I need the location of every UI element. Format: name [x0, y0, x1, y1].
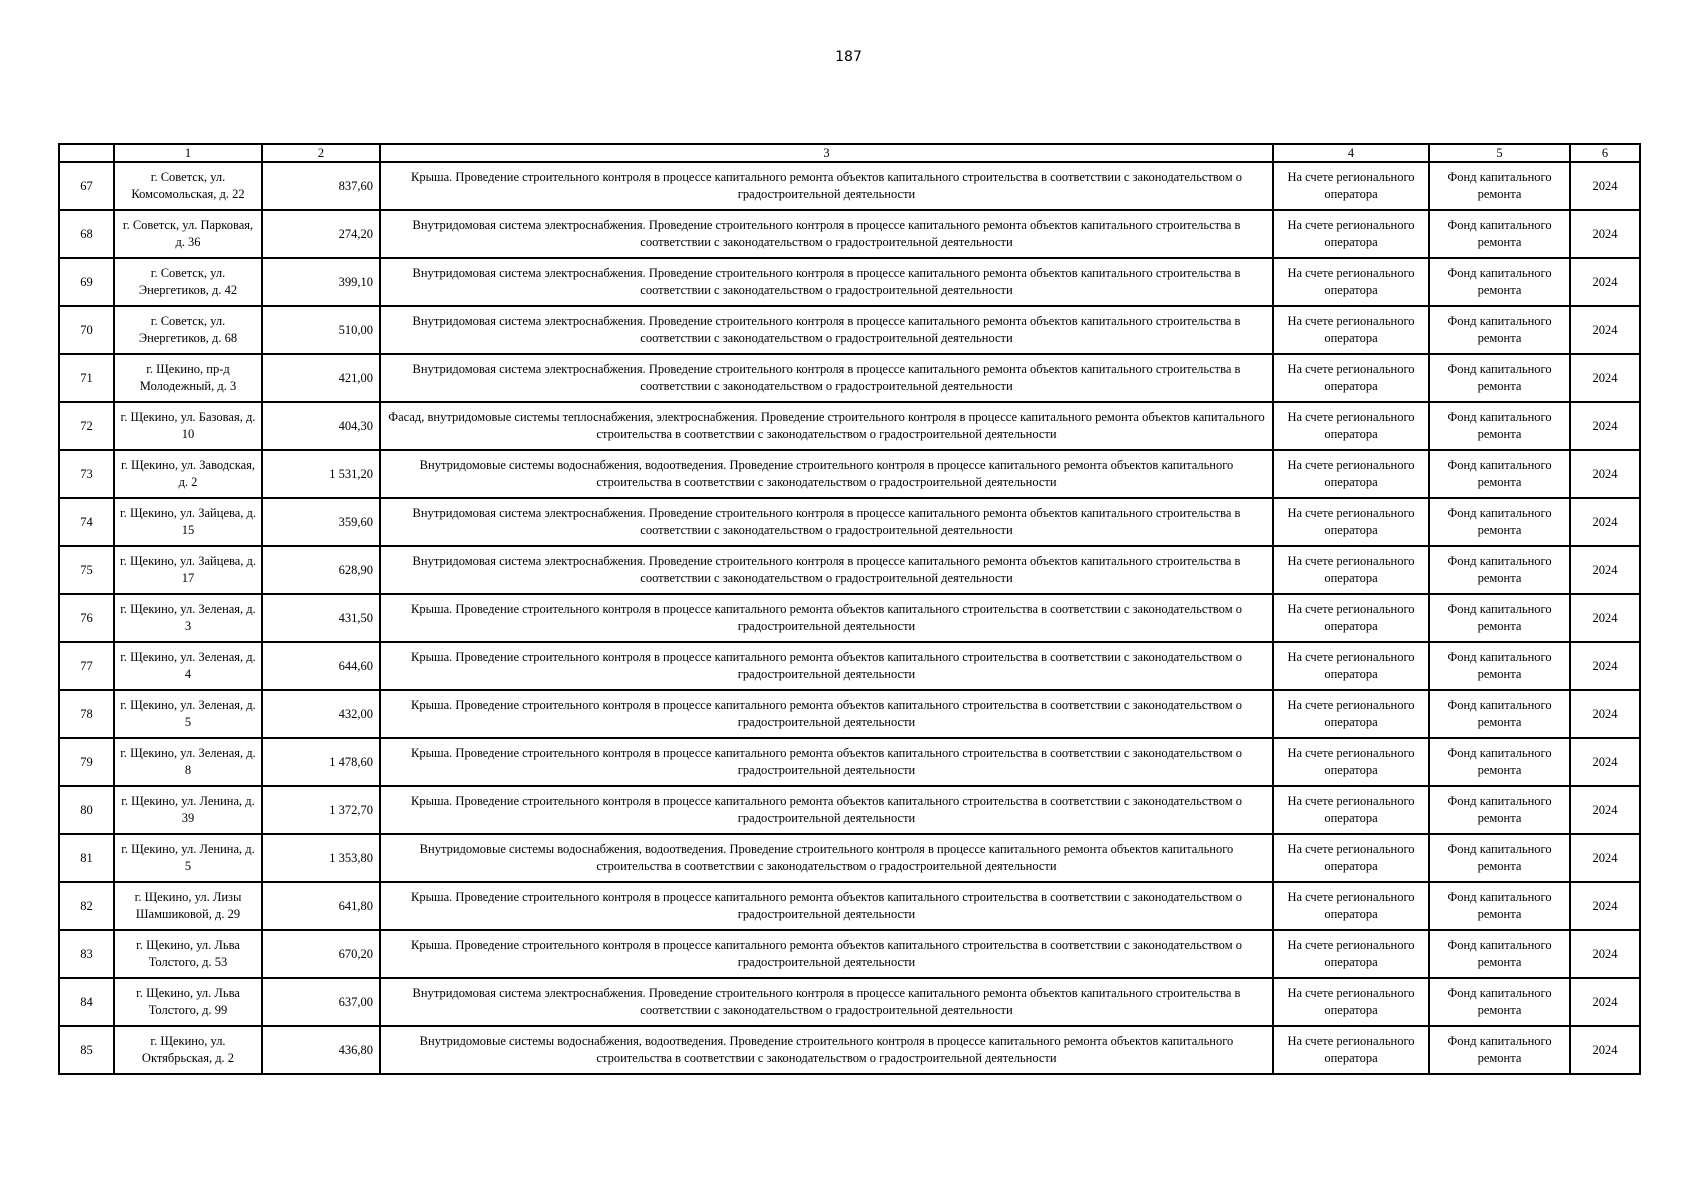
- funding-source-cell: Фонд капитального ремонта: [1429, 594, 1570, 642]
- table-row: [59, 738, 1640, 786]
- address-cell: г. Щекино, ул. Лизы Шамшиковой, д. 29: [114, 882, 262, 930]
- year-cell: 2024: [1570, 594, 1640, 642]
- work-description-cell: Крыша. Проведение строительного контроля в процессе капитального ремонта объектов капитального строительства в соответствии с законодательством о градостроительной деятельности: [380, 642, 1273, 690]
- row-number: 69: [59, 258, 114, 306]
- table-row: [59, 354, 1640, 402]
- year-cell: 2024: [1570, 1026, 1640, 1074]
- table-row: [59, 594, 1640, 642]
- column-header: 6: [1570, 144, 1640, 162]
- column-header: 2: [262, 144, 380, 162]
- work-description-cell: Внутридомовые системы водоснабжения, водоотведения. Проведение строительного контроля в процессе капитального ремонта объектов капитального строительства в соответствии с законодательством о градостроительной деятельности: [380, 834, 1273, 882]
- funding-source-cell: Фонд капитального ремонта: [1429, 834, 1570, 882]
- account-type-cell: На счете регионального оператора: [1273, 642, 1429, 690]
- account-type-cell: На счете регионального оператора: [1273, 306, 1429, 354]
- year-cell: 2024: [1570, 450, 1640, 498]
- table-row: [59, 162, 1640, 210]
- work-description-cell: Внутридомовая система электроснабжения. Проведение строительного контроля в процессе капитального ремонта объектов капитального строительства в соответствии с законодательством о градостроительной деятельности: [380, 258, 1273, 306]
- table-row: [59, 546, 1640, 594]
- account-type-cell: На счете регионального оператора: [1273, 930, 1429, 978]
- amount-cell: 274,20: [262, 210, 380, 258]
- work-description-cell: Внутридомовые системы водоснабжения, водоотведения. Проведение строительного контроля в процессе капитального ремонта объектов капитального строительства в соответствии с законодательством о градостроительной деятельности: [380, 450, 1273, 498]
- table-row: [59, 834, 1640, 882]
- row-number: 83: [59, 930, 114, 978]
- table-row: [59, 642, 1640, 690]
- address-cell: г. Щекино, пр-д Молодежный, д. 3: [114, 354, 262, 402]
- page-number: 187: [835, 49, 862, 65]
- row-number: 70: [59, 306, 114, 354]
- year-cell: 2024: [1570, 882, 1640, 930]
- amount-cell: 641,80: [262, 882, 380, 930]
- year-cell: 2024: [1570, 354, 1640, 402]
- address-cell: г. Щекино, ул. Зеленая, д. 4: [114, 642, 262, 690]
- table-row: [59, 690, 1640, 738]
- address-cell: г. Советск, ул. Энергетиков, д. 68: [114, 306, 262, 354]
- row-number: 78: [59, 690, 114, 738]
- row-number: 76: [59, 594, 114, 642]
- work-description-cell: Крыша. Проведение строительного контроля в процессе капитального ремонта объектов капитального строительства в соответствии с законодательством о градостроительной деятельности: [380, 690, 1273, 738]
- funding-source-cell: Фонд капитального ремонта: [1429, 882, 1570, 930]
- column-header: 1: [114, 144, 262, 162]
- work-description-cell: Крыша. Проведение строительного контроля в процессе капитального ремонта объектов капитального строительства в соответствии с законодательством о градостроительной деятельности: [380, 930, 1273, 978]
- account-type-cell: На счете регионального оператора: [1273, 1026, 1429, 1074]
- year-cell: 2024: [1570, 690, 1640, 738]
- column-header: 3: [380, 144, 1273, 162]
- funding-source-cell: Фонд капитального ремонта: [1429, 210, 1570, 258]
- account-type-cell: На счете регионального оператора: [1273, 978, 1429, 1026]
- funding-source-cell: Фонд капитального ремонта: [1429, 738, 1570, 786]
- address-cell: г. Советск, ул. Комсомольская, д. 22: [114, 162, 262, 210]
- account-type-cell: На счете регионального оператора: [1273, 402, 1429, 450]
- work-description-cell: Внутридомовая система электроснабжения. Проведение строительного контроля в процессе капитального ремонта объектов капитального строительства в соответствии с законодательством о градостроительной деятельности: [380, 546, 1273, 594]
- address-cell: г. Советск, ул. Энергетиков, д. 42: [114, 258, 262, 306]
- account-type-cell: На счете регионального оператора: [1273, 786, 1429, 834]
- column-header: 4: [1273, 144, 1429, 162]
- row-number: 74: [59, 498, 114, 546]
- row-number: 67: [59, 162, 114, 210]
- year-cell: 2024: [1570, 930, 1640, 978]
- account-type-cell: На счете регионального оператора: [1273, 690, 1429, 738]
- year-cell: 2024: [1570, 162, 1640, 210]
- funding-source-cell: Фонд капитального ремонта: [1429, 450, 1570, 498]
- row-number: 73: [59, 450, 114, 498]
- work-description-cell: Крыша. Проведение строительного контроля в процессе капитального ремонта объектов капитального строительства в соответствии с законодательством о градостроительной деятельности: [380, 738, 1273, 786]
- funding-source-cell: Фонд капитального ремонта: [1429, 546, 1570, 594]
- row-number: 77: [59, 642, 114, 690]
- table-row: [59, 1026, 1640, 1074]
- year-cell: 2024: [1570, 306, 1640, 354]
- row-number: 79: [59, 738, 114, 786]
- table-row: [59, 450, 1640, 498]
- account-type-cell: На счете регионального оператора: [1273, 162, 1429, 210]
- row-number: 81: [59, 834, 114, 882]
- year-cell: 2024: [1570, 786, 1640, 834]
- address-cell: г. Щекино, ул. Зеленая, д. 3: [114, 594, 262, 642]
- work-description-cell: Внутридомовая система электроснабжения. Проведение строительного контроля в процессе капитального ремонта объектов капитального строительства в соответствии с законодательством о градостроительной деятельности: [380, 210, 1273, 258]
- table-row: [59, 930, 1640, 978]
- amount-cell: 670,20: [262, 930, 380, 978]
- work-description-cell: Крыша. Проведение строительного контроля в процессе капитального ремонта объектов капитального строительства в соответствии с законодательством о градостроительной деятельности: [380, 594, 1273, 642]
- amount-cell: 436,80: [262, 1026, 380, 1074]
- address-cell: г. Щекино, ул. Заводская, д. 2: [114, 450, 262, 498]
- work-description-cell: Крыша. Проведение строительного контроля в процессе капитального ремонта объектов капитального строительства в соответствии с законодательством о градостроительной деятельности: [380, 162, 1273, 210]
- address-cell: г. Щекино, ул. Ленина, д. 39: [114, 786, 262, 834]
- table-row: [59, 498, 1640, 546]
- row-number: 75: [59, 546, 114, 594]
- amount-cell: 837,60: [262, 162, 380, 210]
- year-cell: 2024: [1570, 210, 1640, 258]
- funding-source-cell: Фонд капитального ремонта: [1429, 402, 1570, 450]
- table-body: [59, 144, 1640, 1074]
- column-number-header-row: [59, 144, 1640, 162]
- account-type-cell: На счете регионального оператора: [1273, 450, 1429, 498]
- funding-source-cell: Фонд капитального ремонта: [1429, 978, 1570, 1026]
- amount-cell: 1 372,70: [262, 786, 380, 834]
- row-number: 80: [59, 786, 114, 834]
- year-cell: 2024: [1570, 498, 1640, 546]
- amount-cell: 1 353,80: [262, 834, 380, 882]
- funding-source-cell: Фонд капитального ремонта: [1429, 306, 1570, 354]
- amount-cell: 510,00: [262, 306, 380, 354]
- funding-source-cell: Фонд капитального ремонта: [1429, 162, 1570, 210]
- work-description-cell: Внутридомовые системы водоснабжения, водоотведения. Проведение строительного контроля в процессе капитального ремонта объектов капитального строительства в соответствии с законодательством о градостроительной деятельности: [380, 1026, 1273, 1074]
- amount-cell: 421,00: [262, 354, 380, 402]
- funding-source-cell: Фонд капитального ремонта: [1429, 930, 1570, 978]
- account-type-cell: На счете регионального оператора: [1273, 498, 1429, 546]
- address-cell: г. Щекино, ул. Зеленая, д. 8: [114, 738, 262, 786]
- amount-cell: 404,30: [262, 402, 380, 450]
- amount-cell: 644,60: [262, 642, 380, 690]
- amount-cell: 1 478,60: [262, 738, 380, 786]
- address-cell: г. Советск, ул. Парковая, д. 36: [114, 210, 262, 258]
- work-description-cell: Крыша. Проведение строительного контроля в процессе капитального ремонта объектов капитального строительства в соответствии с законодательством о градостроительной деятельности: [380, 882, 1273, 930]
- year-cell: 2024: [1570, 642, 1640, 690]
- funding-source-cell: Фонд капитального ремонта: [1429, 354, 1570, 402]
- funding-source-cell: Фонд капитального ремонта: [1429, 258, 1570, 306]
- amount-cell: 432,00: [262, 690, 380, 738]
- year-cell: 2024: [1570, 258, 1640, 306]
- account-type-cell: На счете регионального оператора: [1273, 882, 1429, 930]
- row-number: 72: [59, 402, 114, 450]
- amount-cell: 359,60: [262, 498, 380, 546]
- year-cell: 2024: [1570, 546, 1640, 594]
- account-type-cell: На счете регионального оператора: [1273, 738, 1429, 786]
- year-cell: 2024: [1570, 738, 1640, 786]
- row-number: 85: [59, 1026, 114, 1074]
- amount-cell: 431,50: [262, 594, 380, 642]
- table-row: [59, 882, 1640, 930]
- address-cell: г. Щекино, ул. Льва Толстого, д. 99: [114, 978, 262, 1026]
- funding-source-cell: Фонд капитального ремонта: [1429, 786, 1570, 834]
- column-header: [59, 144, 114, 162]
- account-type-cell: На счете регионального оператора: [1273, 210, 1429, 258]
- account-type-cell: На счете регионального оператора: [1273, 258, 1429, 306]
- address-cell: г. Щекино, ул. Льва Толстого, д. 53: [114, 930, 262, 978]
- account-type-cell: На счете регионального оператора: [1273, 354, 1429, 402]
- account-type-cell: На счете регионального оператора: [1273, 834, 1429, 882]
- table-row: [59, 978, 1640, 1026]
- funding-source-cell: Фонд капитального ремонта: [1429, 1026, 1570, 1074]
- work-description-cell: Крыша. Проведение строительного контроля в процессе капитального ремонта объектов капитального строительства в соответствии с законодательством о градостроительной деятельности: [380, 786, 1273, 834]
- row-number: 82: [59, 882, 114, 930]
- year-cell: 2024: [1570, 978, 1640, 1026]
- table-row: [59, 402, 1640, 450]
- amount-cell: 628,90: [262, 546, 380, 594]
- account-type-cell: На счете регионального оператора: [1273, 594, 1429, 642]
- funding-source-cell: Фонд капитального ремонта: [1429, 498, 1570, 546]
- table-row: [59, 786, 1640, 834]
- row-number: 68: [59, 210, 114, 258]
- row-number: 84: [59, 978, 114, 1026]
- address-cell: г. Щекино, ул. Зайцева, д. 17: [114, 546, 262, 594]
- address-cell: г. Щекино, ул. Зеленая, д. 5: [114, 690, 262, 738]
- work-description-cell: Внутридомовая система электроснабжения. Проведение строительного контроля в процессе капитального ремонта объектов капитального строительства в соответствии с законодательством о градостроительной деятельности: [380, 306, 1273, 354]
- work-description-cell: Внутридомовая система электроснабжения. Проведение строительного контроля в процессе капитального ремонта объектов капитального строительства в соответствии с законодательством о градостроительной деятельности: [380, 354, 1273, 402]
- year-cell: 2024: [1570, 402, 1640, 450]
- work-description-cell: Внутридомовая система электроснабжения. Проведение строительного контроля в процессе капитального ремонта объектов капитального строительства в соответствии с законодательством о градостроительной деятельности: [380, 498, 1273, 546]
- address-cell: г. Щекино, ул. Зайцева, д. 15: [114, 498, 262, 546]
- amount-cell: 1 531,20: [262, 450, 380, 498]
- capital-repair-table: [58, 143, 1641, 1075]
- table-row: [59, 306, 1640, 354]
- table-row: [59, 210, 1640, 258]
- amount-cell: 399,10: [262, 258, 380, 306]
- work-description-cell: Внутридомовая система электроснабжения. Проведение строительного контроля в процессе капитального ремонта объектов капитального строительства в соответствии с законодательством о градостроительной деятельности: [380, 978, 1273, 1026]
- address-cell: г. Щекино, ул. Октябрьская, д. 2: [114, 1026, 262, 1074]
- funding-source-cell: Фонд капитального ремонта: [1429, 642, 1570, 690]
- table-row: [59, 258, 1640, 306]
- column-header: 5: [1429, 144, 1570, 162]
- address-cell: г. Щекино, ул. Ленина, д. 5: [114, 834, 262, 882]
- account-type-cell: На счете регионального оператора: [1273, 546, 1429, 594]
- year-cell: 2024: [1570, 834, 1640, 882]
- work-description-cell: Фасад, внутридомовые системы теплоснабжения, электроснабжения. Проведение строительного контроля в процессе капитального ремонта объектов капитального строительства в соответствии с законодательством о градостроительной деятельности: [380, 402, 1273, 450]
- address-cell: г. Щекино, ул. Базовая, д. 10: [114, 402, 262, 450]
- funding-source-cell: Фонд капитального ремонта: [1429, 690, 1570, 738]
- amount-cell: 637,00: [262, 978, 380, 1026]
- row-number: 71: [59, 354, 114, 402]
